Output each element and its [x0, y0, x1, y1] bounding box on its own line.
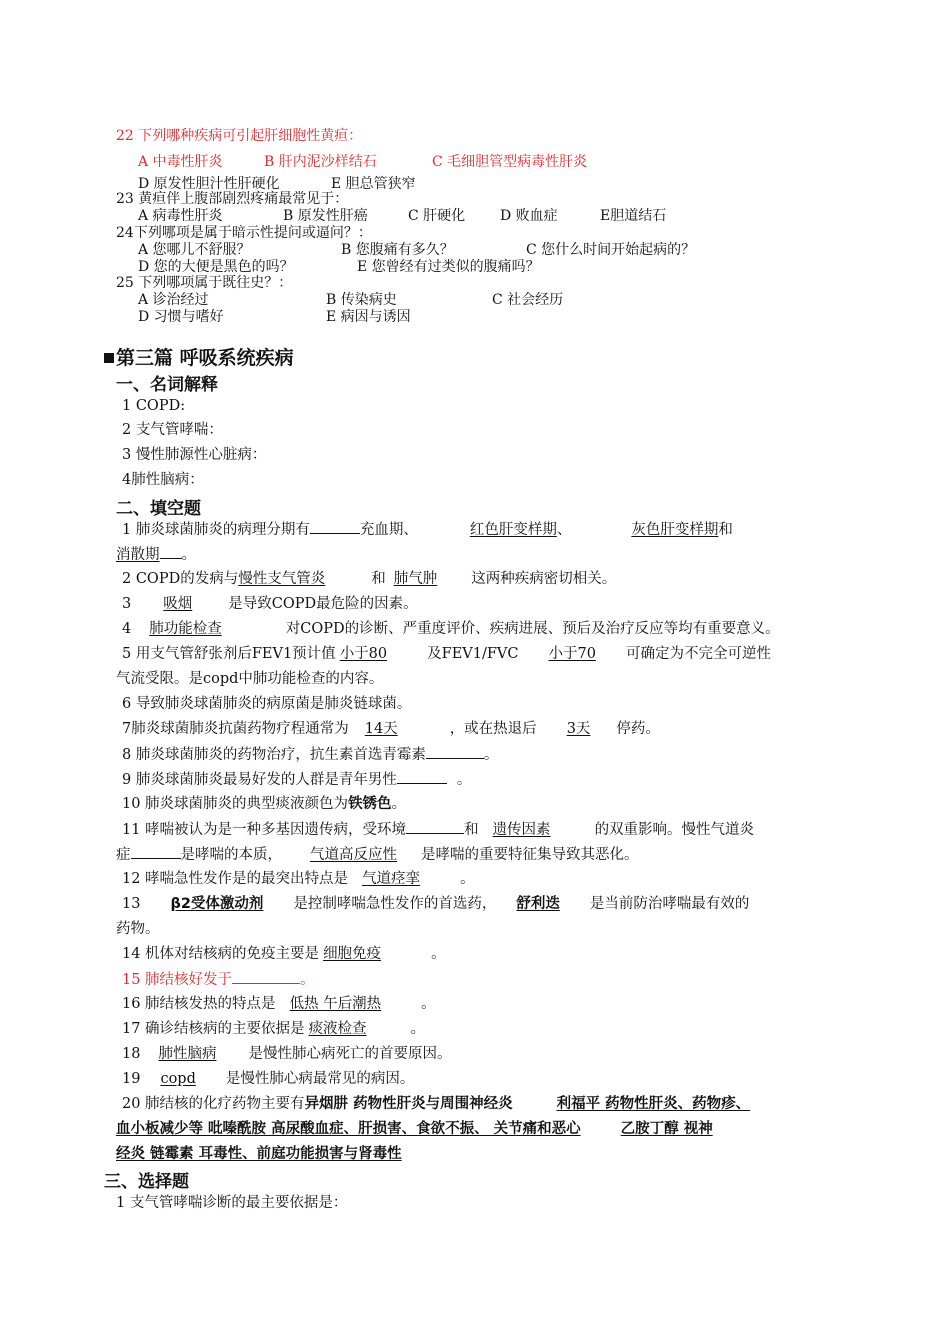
fill-item-6: 6 导致肺炎球菌肺炎的病原菌是肺炎链球菌。: [122, 696, 412, 712]
q23-option-e: E胆道结石: [600, 208, 667, 224]
fill-item-20-cont-2: 经炎 链霉素 耳毒性、前庭功能损害与肾毒性: [116, 1146, 402, 1162]
q24-option-a: A 您哪儿不舒服？: [138, 242, 251, 258]
q23-option-c: C 肝硬化: [408, 208, 466, 224]
fill-item-3: 3 吸烟 是导致COPD最危险的因素。: [122, 596, 418, 612]
q23-stem: 23 黄疸伴上腹部剧烈疼痛最常见于：: [116, 191, 349, 207]
fill-item-15: 15 肺结核好发于 。: [122, 969, 315, 990]
fill-item-1: 1 肺炎球菌肺炎的病理分期有 充血期、 红色肝变样期、 灰色肝变样期和: [122, 519, 733, 540]
q25-option-e: E 病因与诱因: [326, 309, 411, 325]
fill-item-5: 5 用支气管舒张剂后FEV1预计值 小于80 及FEV1/FVC 小于70 可确定为不完全可逆性: [122, 646, 771, 662]
term-item: 2 支气管哮喘：: [122, 422, 223, 438]
fill-item-12: 12 哮喘急性发作是的最突出特点是 气道痉挛 。: [122, 871, 475, 887]
square-bullet-icon: [104, 353, 114, 363]
q23-option-d: D 败血症: [500, 208, 558, 224]
fill-item-4: 4 肺功能检查 对COPD的诊断、严重度评价、疾病进展、预后及治疗反应等均有重要意义。: [122, 621, 780, 637]
section-title: [104, 343, 294, 370]
fill-item-18: 18 肺性脑病 是慢性肺心病死亡的首要原因。: [122, 1046, 452, 1062]
fill-item-1-cont: 消散期 。: [116, 544, 196, 565]
fill-item-13: 13 β2受体激动剂 是控制哮喘急性发作的首选药， 舒利迭 是当前防治哮喘最有效的: [122, 896, 750, 912]
fill-item-7: 7肺炎球菌肺炎抗菌药物疗程通常为 14天 ，或在热退后 3天 停药。: [122, 721, 660, 737]
q22-option-c: C 毛细胆管型病毒性肝炎: [432, 154, 588, 170]
fill-item-11: 11 哮喘被认为是一种多基因遗传病，受环境 和 遗传因素 的双重影响。慢性气道炎: [122, 819, 754, 840]
q25-option-c: C 社会经历: [492, 292, 564, 308]
q25-option-a: A 诊治经过: [138, 292, 209, 308]
fill-item-20: 20 肺结核的化疗药物主要有异烟肼 药物性肝炎与周围神经炎 利福平 药物性肝炎、药物疹、: [122, 1096, 751, 1112]
terms-heading: 一、名词解释: [116, 375, 218, 395]
q23-option-a: A 病毒性肝炎: [138, 208, 223, 224]
section-title-text: 第三篇 呼吸系统疾病: [116, 347, 294, 369]
fill-item-13-cont: 药物。: [116, 921, 160, 937]
fill-item-17: 17 确诊结核病的主要依据是 痰液检查 。: [122, 1021, 426, 1037]
q22-option-d: D 原发性胆汁性肝硬化: [138, 176, 280, 192]
q23-option-b: B 原发性肝癌: [283, 208, 368, 224]
choice-q1: 1 支气管哮喘诊断的最主要依据是：: [116, 1195, 348, 1211]
q24-option-c: C 您什么时间开始起病的？: [526, 242, 696, 258]
q22-stem: 22 下列哪种疾病可引起肝细胞性黄疸：: [116, 128, 363, 144]
q22-option-b: B 肝内泥沙样结石: [264, 154, 377, 170]
fill-heading: 二、填空题: [116, 499, 201, 519]
q24-option-b: B 您腹痛有多久？: [341, 242, 454, 258]
q25-option-d: D 习惯与嗜好: [138, 309, 224, 325]
q25-option-b: B 传染病史: [326, 292, 397, 308]
q24-stem: 24下列哪项是属于暗示性提问或逼问？：: [116, 225, 372, 241]
q22-option-e: E 胆总管狭窄: [331, 176, 416, 192]
fill-item-5-cont: 气流受限。是copd中肺功能检查的内容。: [116, 671, 384, 687]
choice-heading: 三、选择题: [104, 1172, 189, 1192]
fill-item-10: 10 肺炎球菌肺炎的典型痰液颜色为铁锈色。: [122, 796, 407, 812]
fill-item-19: 19 copd 是慢性肺心病最常见的病因。: [122, 1071, 415, 1087]
fill-item-20-cont-1: 血小板减少等 吡嗪酰胺 高尿酸血症、肝损害、食欲不振、 关节痛和恶心 乙胺丁醇 视神: [116, 1121, 713, 1137]
q24-option-d: D 您的大便是黑色的吗？: [138, 259, 294, 275]
fill-item-8: 8 肺炎球菌肺炎的药物治疗，抗生素首选青霉素 。: [122, 744, 498, 765]
fill-item-14: 14 机体对结核病的免疫主要是 细胞免疫 。: [122, 946, 446, 962]
term-item: 4肺性脑病：: [122, 472, 204, 488]
fill-item-16: 16 肺结核发热的特点是 低热 午后潮热 。: [122, 996, 436, 1012]
term-item: 1 COPD:: [122, 398, 186, 414]
q25-stem: 25 下列哪项属于既往史？：: [116, 275, 293, 291]
fill-item-9: 9 肺炎球菌肺炎最易好发的人群是青年男性 。: [122, 769, 471, 790]
q22-option-a: A 中毒性肝炎: [138, 154, 223, 170]
term-item: 3 慢性肺源性心脏病：: [122, 447, 267, 463]
q24-option-e: E 您曾经有过类似的腹痛吗？: [357, 259, 540, 275]
fill-item-2: 2 COPD的发病与慢性支气管炎 和 肺气肿 这两种疾病密切相关。: [122, 571, 617, 587]
fill-item-11-cont: 症 是哮喘的本质， 气道高反应性 是哮喘的重要特征集导致其恶化。: [116, 844, 639, 865]
